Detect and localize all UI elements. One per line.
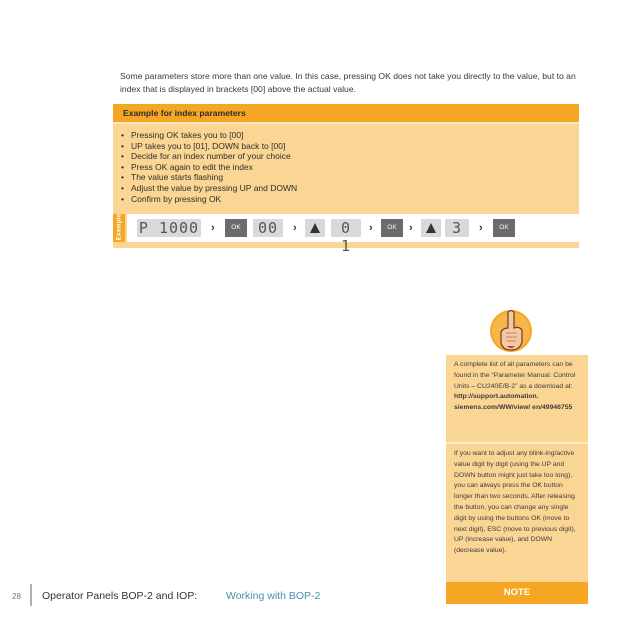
arrow-icon: › xyxy=(479,222,483,234)
list-item: • The value starts flashing xyxy=(121,172,579,183)
page-number: 28 xyxy=(12,592,21,601)
note-label: NOTE xyxy=(446,582,588,604)
hand-pointing-icon xyxy=(489,306,533,361)
list-item: • Press OK again to edit the index xyxy=(121,162,579,173)
list-item: • Decide for an index number of your choice xyxy=(121,151,579,162)
note-paragraph-2: If you want to adjust any blink-ing/active value digit by digit (using the UP and DOWN button might just take too long), you can always press the OK button longer than two seconds. After releasing the button, you can change any single digit by using the buttons OK (move to next digit), ESC (move to previous digit), UP (increase value), and DOWN (decrease value). xyxy=(454,450,576,555)
arrow-icon: › xyxy=(293,222,297,234)
example-box xyxy=(113,104,579,255)
arrow-icon: › xyxy=(409,222,413,234)
display-index-01: 0 1 xyxy=(331,219,361,237)
display-p1000: P 1000 xyxy=(138,219,200,237)
example-bullet-list xyxy=(113,130,579,204)
ok-key-icon: OK xyxy=(381,219,403,237)
list-item: • UP takes you to [01], DOWN back to [00] xyxy=(121,141,579,152)
divider xyxy=(113,122,579,124)
up-key-icon xyxy=(305,219,325,237)
ok-key-icon: OK xyxy=(493,219,515,237)
up-key-icon xyxy=(421,219,441,237)
sequence-row xyxy=(127,214,579,255)
note-para1-text: A complete list of all parameters can be found in the “Parameter Manual: Control Units – CU240E/B-2” as a download at: xyxy=(454,361,576,390)
list-item: • Confirm by pressing OK xyxy=(121,194,579,205)
divider xyxy=(446,442,588,444)
example-header: Example for index parameters xyxy=(113,104,579,122)
display-index-00: 00 xyxy=(253,219,283,237)
intro-paragraph: Some parameters store more than one value. In this case, pressing OK does not take you directly to the value, but to an index that is displayed in brackets [00] above the actual value. xyxy=(120,71,576,94)
list-item: • Adjust the value by pressing UP and DOWN xyxy=(121,183,579,194)
note-paragraph-1 xyxy=(454,360,582,414)
example-sequence-strip xyxy=(113,213,579,255)
footer-title: Operator Panels BOP-2 and IOP: xyxy=(42,590,198,602)
example-tab xyxy=(113,214,125,242)
example-tab-label: Example xyxy=(116,213,123,241)
footer-section: Working with BOP-2 xyxy=(226,590,321,602)
ok-key-icon: OK xyxy=(225,219,247,237)
note-link[interactable]: http://support.automation. siemens.com/WW/view/ en/49946755 xyxy=(454,393,573,412)
footer-divider xyxy=(30,584,32,606)
arrow-icon: › xyxy=(211,222,215,234)
list-item: • Pressing OK takes you to [00] xyxy=(121,130,579,141)
display-value-3: 3 xyxy=(445,219,469,237)
arrow-icon: › xyxy=(369,222,373,234)
